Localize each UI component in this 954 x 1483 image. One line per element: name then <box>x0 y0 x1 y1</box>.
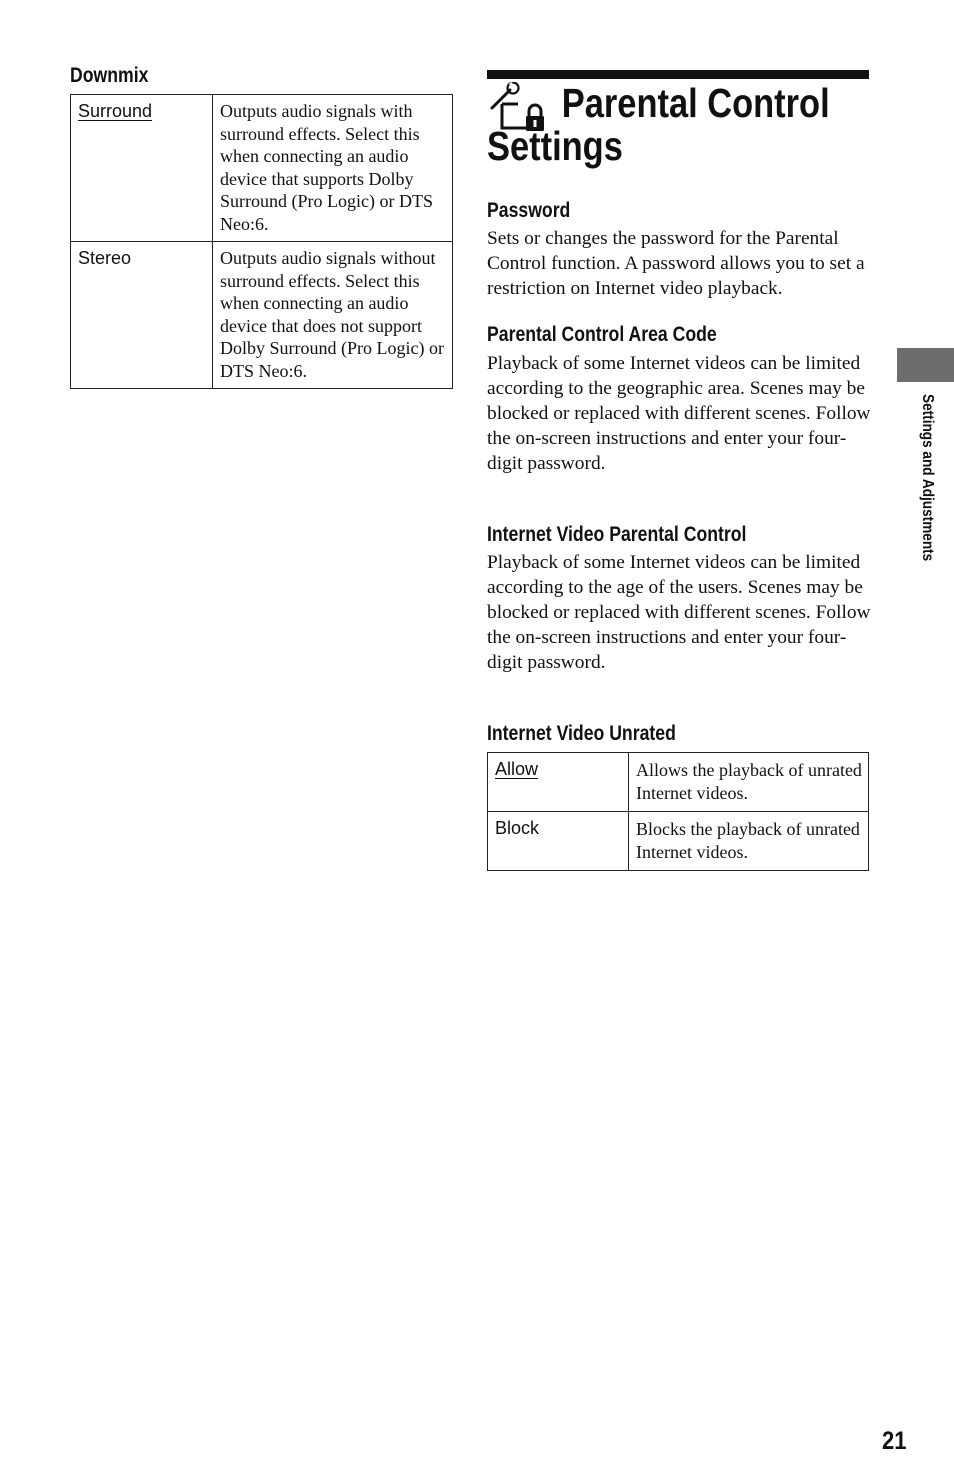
option-stereo: Stereo <box>71 242 213 389</box>
option-allow-description: Allows the playback of unrated Internet videos. <box>629 753 869 812</box>
table-row <box>488 753 869 812</box>
section-title <box>487 82 830 168</box>
chapter-tab-label: Settings and Adjustments <box>919 394 936 562</box>
area-code-heading: Parental Control Area Code <box>487 323 717 346</box>
table-row <box>488 812 869 871</box>
option-block: Block <box>488 812 629 871</box>
downmix-heading: Downmix <box>70 64 149 87</box>
table-row <box>71 95 453 242</box>
area-code-text: Playback of some Internet videos can be limited according to the geographic area. Scenes may be blocked or replaced with different scenes. Follow the on-screen instructions and enter your four-digit password. <box>487 353 871 474</box>
option-stereo-description: Outputs audio signals without surround effects. Select this when connecting an audio device that does not support Dolby Surround (Pro Logic) or DTS Neo:6. <box>213 242 453 389</box>
internet-parental-text: Playback of some Internet videos can be limited according to the age of the users. Scenes may be blocked or replaced with different scenes. Follow the on-screen instructions and enter your four-digit password. <box>487 552 871 673</box>
table-row <box>71 242 453 389</box>
downmix-table <box>70 94 453 389</box>
unrated-heading: Internet Video Unrated <box>487 722 676 745</box>
page-number: 21 <box>882 1427 907 1455</box>
option-surround: Surround <box>78 101 153 121</box>
section-title-line1: Parental Control <box>561 80 830 126</box>
internet-parental-heading: Internet Video Parental Control <box>487 523 747 546</box>
unrated-table <box>487 752 869 871</box>
option-block-description: Blocks the playback of unrated Internet videos. <box>629 812 869 871</box>
chapter-tab <box>897 348 954 382</box>
section-rule <box>487 70 869 79</box>
password-heading: Password <box>487 199 571 222</box>
password-text: Sets or changes the password for the Parental Control function. A password allows you to set a restriction on Internet video playback. <box>487 228 865 299</box>
section-title-line2: Settings <box>487 123 623 169</box>
option-allow: Allow <box>495 759 539 779</box>
option-surround-description: Outputs audio signals with surround effects. Select this when connecting an audio device that supports Dolby Surround (Pro Logic) or DTS Neo:6. <box>213 95 453 242</box>
